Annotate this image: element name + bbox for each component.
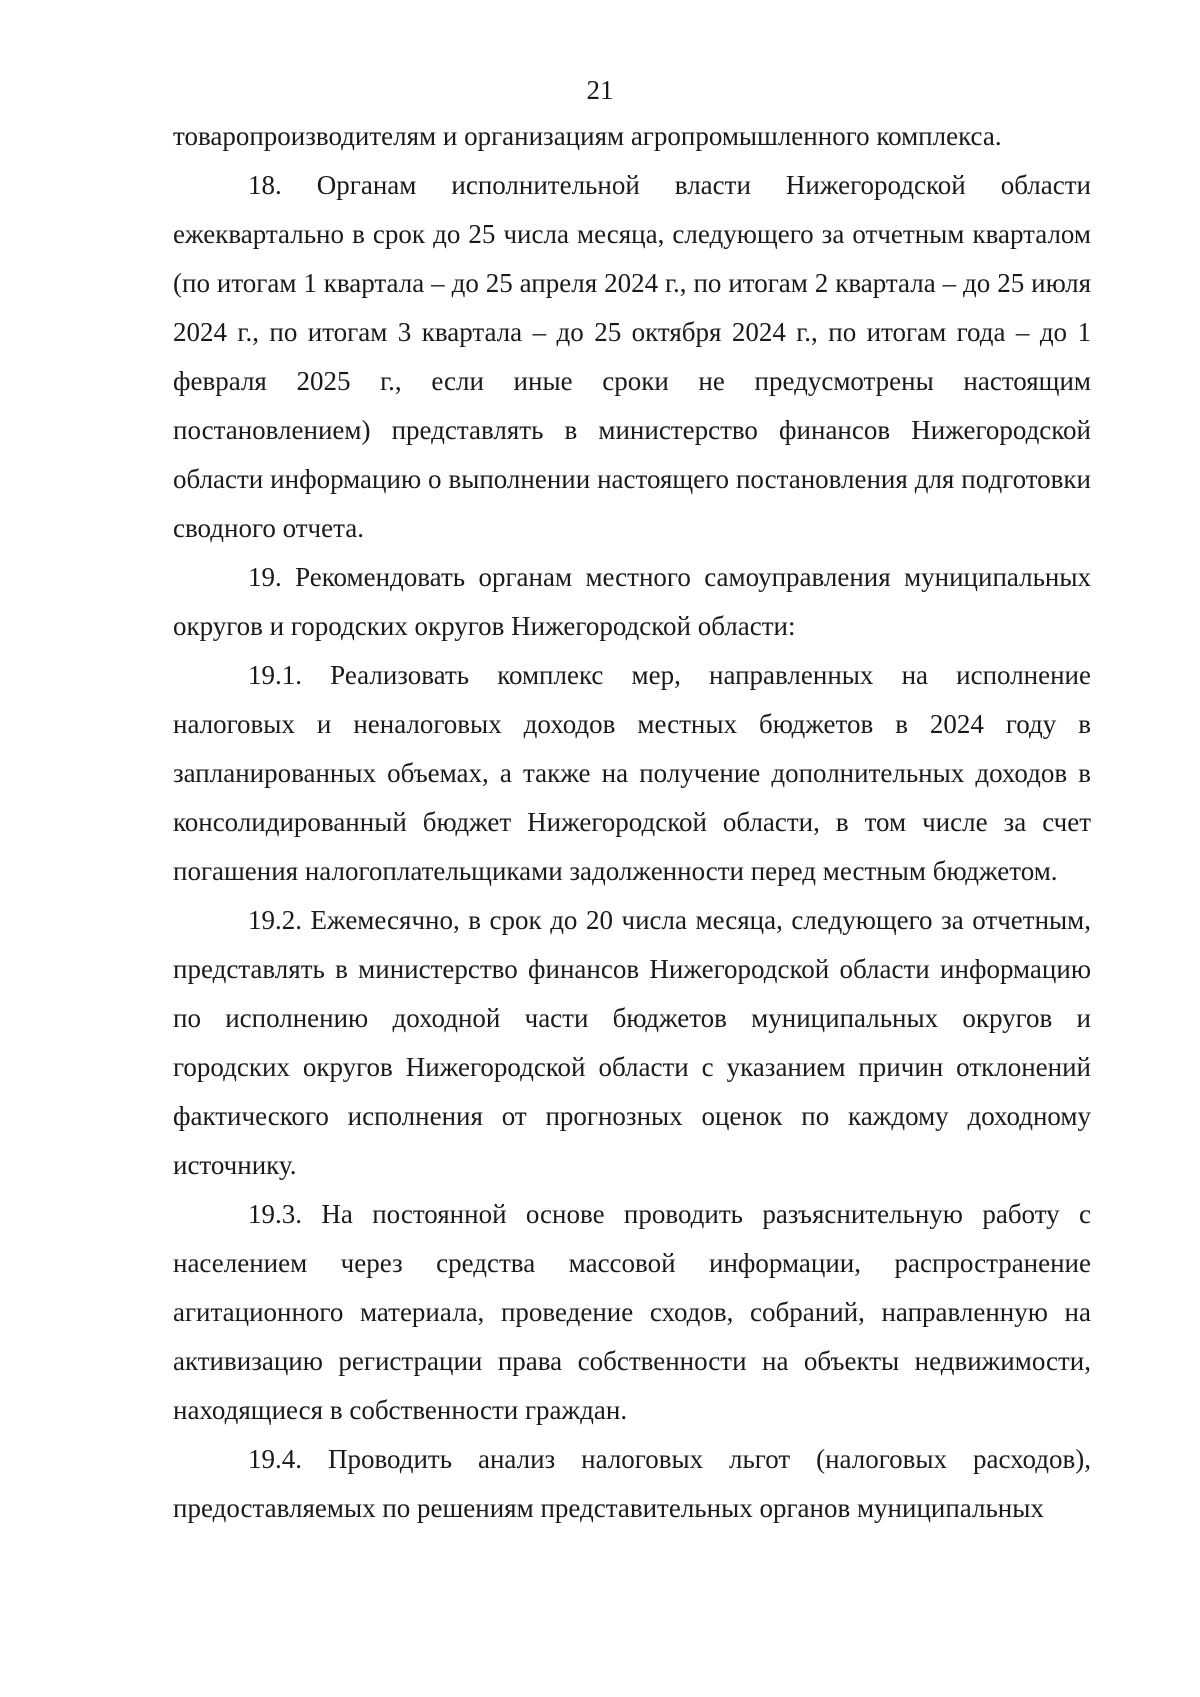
paragraph-continuation: товаропроизводителям и организациям агропромышленного комплекса. xyxy=(173,121,1002,151)
paragraph-18: 18. Органам исполнительной власти Нижегородской области ежеквартально в срок до 25 числа месяца, следующего за отчетным кварталом (по итогам 1 квартала – до 25 апреля 2024 г., по итогам 2 квартала – до 25 июля 2024 г., по итогам 3 квартала – до 25 октября 2024 г., по итогам года – до 1 февраля 2025 г., если иные сроки не предусмотрены настоящим постановлением) представлять в министерство финансов Нижегородской области информацию о выполнении настоящего постановления для подготовки сводного отчета. xyxy=(173,170,1091,543)
paragraph-19-1: 19.1. Реализовать комплекс мер, направленных на исполнение налоговых и неналоговых доходов местных бюджетов в 2024 году в запланированных объемах, а также на получение дополнительных доходов в консолидированный бюджет Нижегородской области, в том числе за счет погашения налогоплательщиками задолженности перед местным бюджетом. xyxy=(173,660,1091,886)
page-number: 21 xyxy=(586,75,614,105)
document-body xyxy=(173,112,1091,1533)
paragraph-19-2: 19.2. Ежемесячно, в срок до 20 числа месяца, следующего за отчетным, представлять в министерство финансов Нижегородской области информацию по исполнению доходной части бюджетов муниципальных округов и городских округов Нижегородской области с указанием причин отклонений фактического исполнения от прогнозных оценок по каждому доходному источнику. xyxy=(173,905,1091,1180)
paragraph-19-4: 19.4. Проводить анализ налоговых льгот (налоговых расходов), предоставляемых по решениям представительных органов муниципальных xyxy=(173,1444,1091,1523)
paragraph-19-3: 19.3. На постоянной основе проводить разъяснительную работу с населением через средства массовой информации, распространение агитационного материала, проведение сходов, собраний, направленную на активизацию регистрации права собственности на объекты недвижимости, находящиеся в собственности граждан. xyxy=(173,1199,1091,1425)
paragraph-19: 19. Рекомендовать органам местного самоуправления муниципальных округов и городских округов Нижегородской области: xyxy=(173,562,1091,641)
